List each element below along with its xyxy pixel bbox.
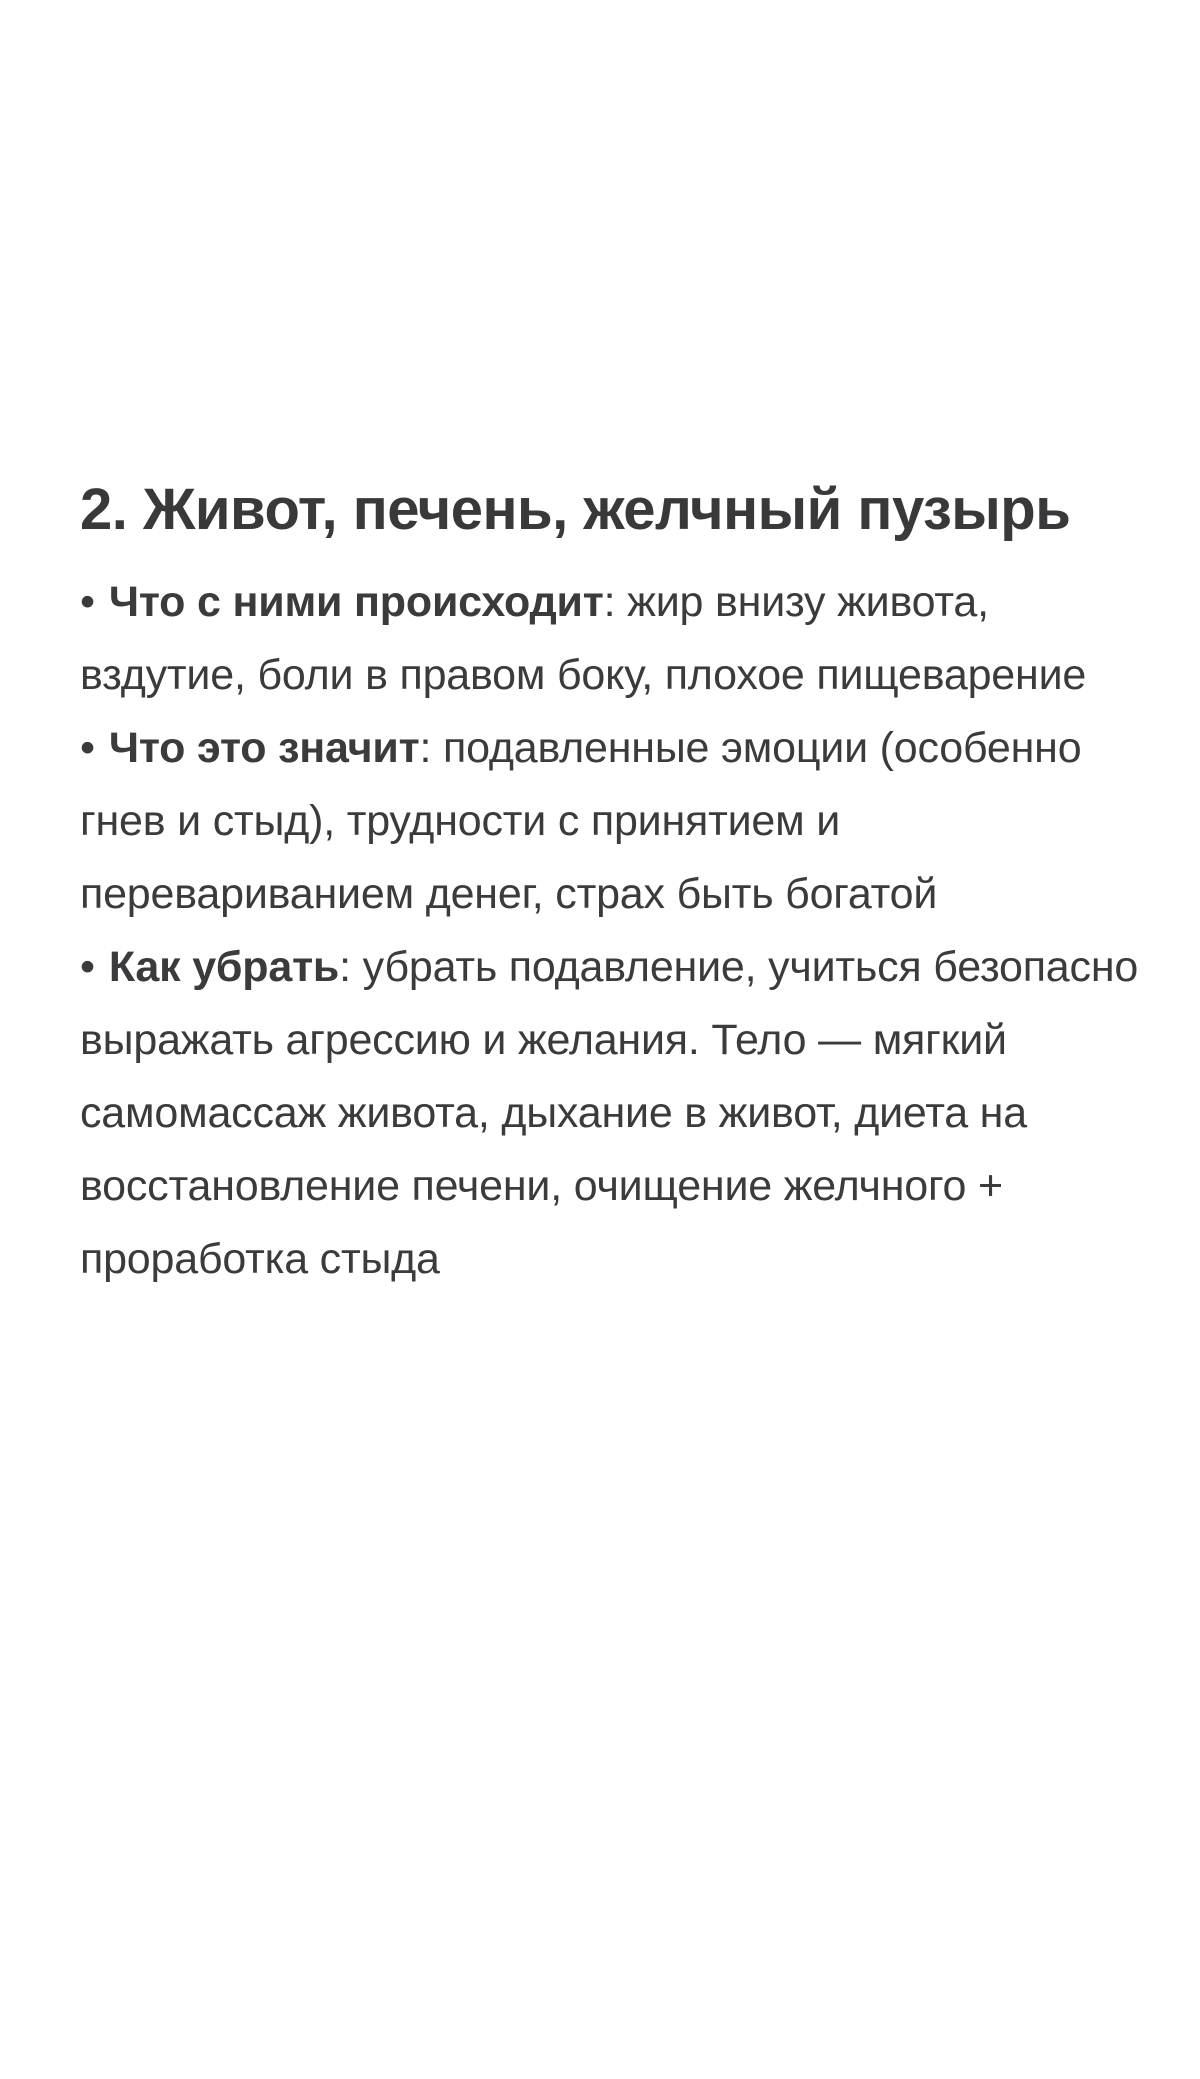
bullet-marker: • — [80, 943, 95, 991]
bullet-separator: : — [603, 578, 628, 626]
bullet-text: убрать подавление, учиться безопасно выражать агрессию и желания. Тело — мягкий самомассаж живота, дыхание в живот, диета на восстановление печени, очищение желчного + проработка стыда — [80, 943, 1139, 1283]
list-item-what-happens — [80, 566, 1140, 712]
bullet-separator: : — [339, 943, 363, 991]
article-section — [80, 470, 1140, 1296]
bullet-marker: • — [80, 724, 95, 772]
bullet-separator: : — [419, 724, 444, 772]
bullet-list — [80, 566, 1140, 1296]
bullet-text: жир внизу живота, вздутие, боли в правом боку, плохое пищеварение — [80, 578, 1087, 699]
bullet-label: Что это значит — [108, 724, 420, 772]
bullet-label: Что с ними происходит — [108, 578, 604, 626]
list-item-how-to-remove — [80, 931, 1140, 1296]
list-item-meaning — [80, 712, 1140, 931]
bullet-text: подавленные эмоции (особенно гнев и стыд), трудности с принятием и перевариванием денег, страх быть богатой — [80, 724, 1082, 918]
bullet-marker: • — [80, 578, 95, 626]
section-title: 2. Живот, печень, желчный пузырь — [80, 477, 1071, 542]
bullet-label: Как убрать — [108, 943, 340, 991]
